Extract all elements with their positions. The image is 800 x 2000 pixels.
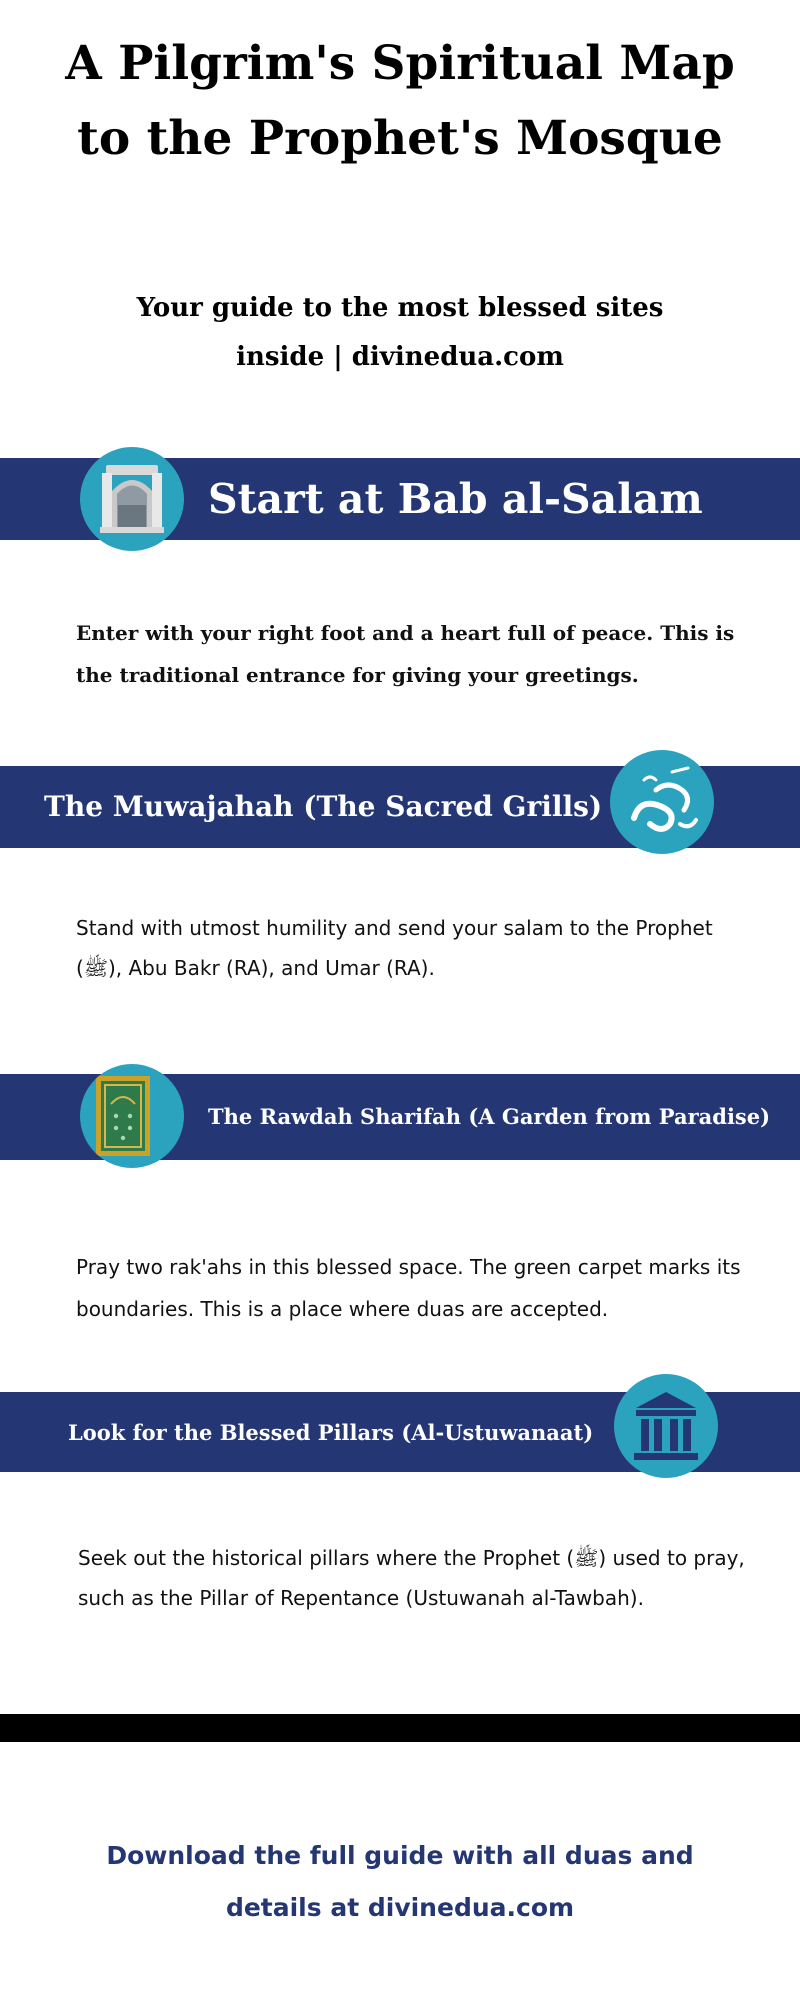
page-subtitle: Your guide to the most blessed sites inside | divinedua.com — [136, 293, 664, 372]
pillars-icon — [614, 1374, 718, 1478]
footer-cta: Download the full guide with all duas and details at divinedua.com — [106, 1841, 694, 1922]
section-heading-muwajahah: The Muwajahah (The Sacred Grills) — [44, 790, 603, 823]
gate-icon — [80, 447, 184, 551]
section-text-pillars: Seek out the historical pillars where the Prophet (ﷺ) used to pray, such as the Pillar of Repentance (Ustuwanah al-Tawbah). — [78, 1546, 745, 1610]
section-heading-rawdah: The Rawdah Sharifah (A Garden from Paradise) — [208, 1104, 771, 1129]
section-text-bab-al-salam: Enter with your right foot and a heart full of peace. This is the traditional entrance for giving your greetings. — [76, 621, 735, 687]
page-title: A Pilgrim's Spiritual Map to the Prophet's Mosque — [65, 36, 735, 166]
divider-bar — [0, 1714, 800, 1742]
section-heading-bab-al-salam: Start at Bab al-Salam — [208, 475, 703, 523]
muhammad-calligraphy-icon — [610, 750, 714, 854]
section-heading-pillars: Look for the Blessed Pillars (Al-Ustuwanaat) — [68, 1420, 594, 1445]
section-text-rawdah: Pray two rak'ahs in this blessed space. The green carpet marks its boundaries. This is a place where duas are accepted. — [76, 1255, 741, 1321]
green-carpet-icon — [80, 1064, 184, 1168]
section-text-muwajahah: Stand with utmost humility and send your salam to the Prophet (ﷺ), Abu Bakr (RA), and Umar (RA). — [76, 916, 713, 980]
